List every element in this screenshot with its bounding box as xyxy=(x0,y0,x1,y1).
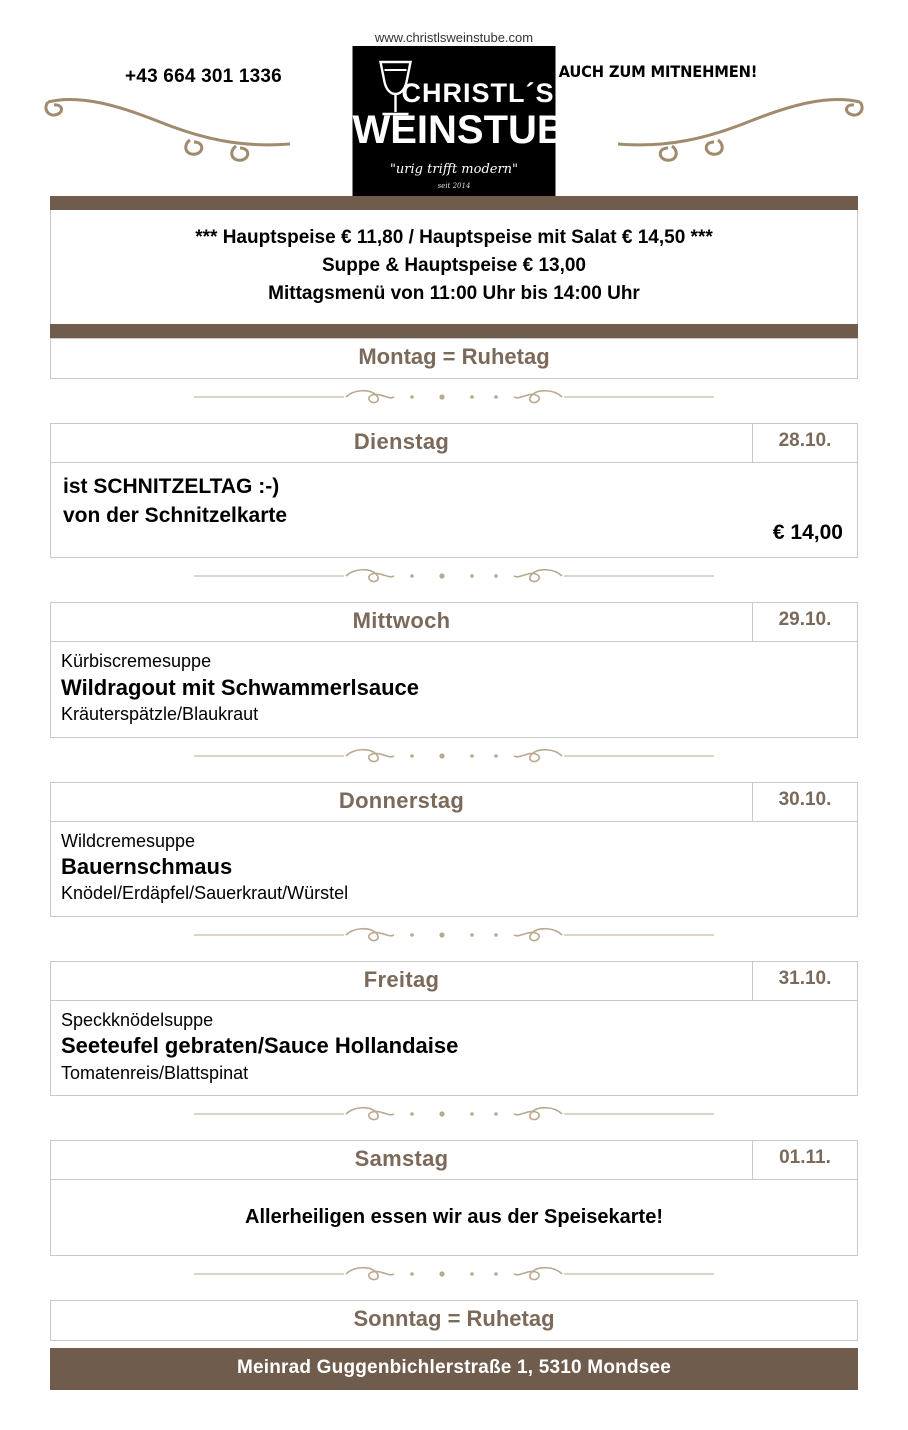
special-price: € 14,00 xyxy=(772,521,843,545)
day-body xyxy=(51,1001,857,1095)
logo-line-2: WEINSTUBE xyxy=(352,108,593,152)
menu-side: Kräuterspätzle/Blaukraut xyxy=(61,704,259,725)
monday-label: Montag = Ruhetag xyxy=(358,344,550,370)
menu-main: Seeteufel gebraten/Sauce Hollandaise xyxy=(61,1033,459,1058)
day-header xyxy=(51,1141,857,1180)
menu-side: Tomatenreis/Blattspinat xyxy=(61,1062,249,1083)
day-date: 01.11. xyxy=(752,1141,857,1179)
divider-ornament xyxy=(50,744,858,768)
day-body xyxy=(51,463,857,557)
day-body xyxy=(51,1180,857,1255)
day-name: Donnerstag xyxy=(338,787,465,813)
bottom-brown-bar xyxy=(50,324,858,338)
divider-ornament xyxy=(50,385,858,409)
day-name: Mittwoch xyxy=(352,608,451,634)
menu-side: Knödel/Erdäpfel/Sauerkraut/Würstel xyxy=(61,883,349,904)
day-date: 30.10. xyxy=(752,783,857,821)
promo-line-1: *** Hauptspeise € 11,80 / Hauptspeise mit Salat € 14,50 *** xyxy=(195,227,713,248)
bottom-spacer xyxy=(50,1390,858,1430)
day-date: 31.10. xyxy=(752,962,857,1000)
day-body xyxy=(51,822,857,916)
top-brown-bar xyxy=(50,196,858,210)
promo-block xyxy=(50,210,858,324)
menu-main: Wildragout mit Schwammerlsauce xyxy=(61,674,420,700)
phone-number: +43 664 301 1336 xyxy=(125,66,282,87)
menu-content xyxy=(0,196,908,1430)
website-url: www.christlsweinstube.com xyxy=(374,30,534,45)
day-name: Dienstag xyxy=(353,429,450,455)
logo xyxy=(352,46,593,198)
day-block-samstag xyxy=(50,1140,858,1256)
logo-established: seit 2014 xyxy=(437,182,471,190)
takeaway-note: AUCH ZUM MITNEHMEN! xyxy=(558,62,758,81)
day-header xyxy=(51,783,857,822)
ornament-right xyxy=(588,96,868,171)
day-date: 29.10. xyxy=(752,603,857,641)
divider-ornament xyxy=(50,923,858,947)
divider-ornament xyxy=(50,1262,858,1286)
ornament-left xyxy=(40,96,320,171)
day-header xyxy=(51,603,857,642)
day-name: Samstag xyxy=(354,1145,449,1171)
logo-tagline: "urig trifft modern" xyxy=(389,162,519,177)
day-header xyxy=(51,962,857,1001)
menu-soup: Wildcremesuppe xyxy=(61,830,196,851)
page-header xyxy=(0,0,908,196)
day-block-mittwoch xyxy=(50,602,858,737)
day-block-donnerstag xyxy=(50,782,858,917)
special-line-1: ist SCHNITZELTAG :-) xyxy=(63,475,280,499)
promo-line-2: Suppe & Hauptspeise € 13,00 xyxy=(322,255,586,277)
divider-ornament xyxy=(50,1102,858,1126)
promo-line-3: Mittagsmenü von 11:00 Uhr bis 14:00 Uhr xyxy=(268,283,640,305)
day-block-freitag xyxy=(50,961,858,1096)
menu-soup: Speckknödelsuppe xyxy=(61,1009,214,1030)
day-body xyxy=(51,642,857,736)
day-date: 28.10. xyxy=(752,424,857,462)
day-block-dienstag xyxy=(50,423,858,558)
menu-soup: Kürbiscremesuppe xyxy=(61,651,212,672)
special-line-2: von der Schnitzelkarte xyxy=(63,503,288,527)
sunday-label: Sonntag = Ruhetag xyxy=(353,1305,555,1331)
day-note: Allerheiligen essen wir aus der Speisekarte! xyxy=(245,1205,663,1228)
address-bar: Meinrad Guggenbichlerstraße 1, 5310 Mondsee xyxy=(50,1348,858,1390)
menu-main: Bauernschmaus xyxy=(61,853,233,879)
divider-ornament xyxy=(50,564,858,588)
sunday-block xyxy=(50,1300,858,1341)
logo-line-1: CHRISTL´S xyxy=(401,78,555,108)
day-name: Freitag xyxy=(363,966,440,992)
day-header xyxy=(51,424,857,463)
monday-block xyxy=(50,338,858,379)
